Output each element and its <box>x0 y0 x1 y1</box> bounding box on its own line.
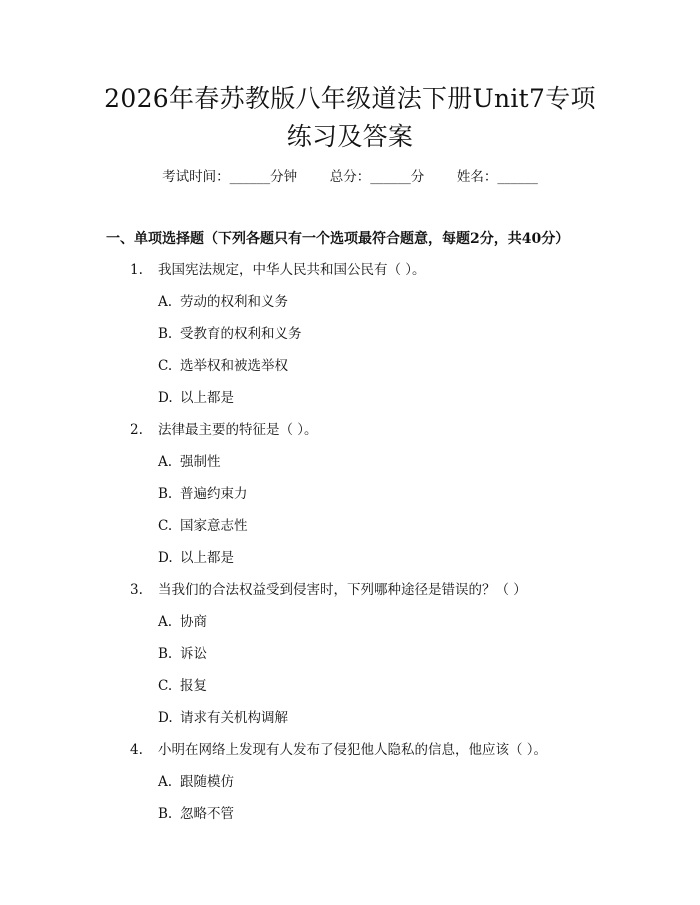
option-letter: B. <box>158 806 173 822</box>
option-item <box>158 452 221 472</box>
option-item <box>158 324 302 344</box>
option-letter: D. <box>158 550 173 566</box>
option-text: 跟随模仿 <box>180 774 234 790</box>
option-item <box>158 772 234 792</box>
option-letter: B. <box>158 326 173 342</box>
option-letter: A. <box>158 294 173 310</box>
option-letter: D. <box>158 390 173 406</box>
option-text: 以上都是 <box>180 550 234 566</box>
total-score-label: 总分：______分 <box>329 169 425 185</box>
question-1 <box>130 260 426 280</box>
option-text: 国家意志性 <box>180 518 248 534</box>
option-item <box>158 516 248 536</box>
question-number: 1. <box>130 262 143 278</box>
exam-time-label: 考试时间：______分钟 <box>162 169 298 185</box>
option-item <box>158 356 288 376</box>
option-text: 协商 <box>180 614 207 630</box>
option-letter: A. <box>158 614 173 630</box>
option-item <box>158 548 234 568</box>
option-letter: A. <box>158 774 173 790</box>
section-heading: 一、单项选择题（下列各题只有一个选项最符合题意，每题2分，共40分） <box>106 231 570 247</box>
option-text: 报复 <box>180 678 207 694</box>
option-item <box>158 292 288 312</box>
option-letter: C. <box>158 518 173 534</box>
question-text: 我国宪法规定，中华人民共和国公民有（ ）。 <box>158 262 426 278</box>
question-2 <box>130 420 318 440</box>
option-item <box>158 644 207 664</box>
option-letter: B. <box>158 486 173 502</box>
option-item <box>158 708 288 728</box>
option-text: 强制性 <box>180 454 221 470</box>
document-title-line1: 2026年春苏教版八年级道法下册Unit7专项 <box>104 84 596 113</box>
option-text: 选举权和被选举权 <box>180 358 288 374</box>
option-text: 请求有关机构调解 <box>180 710 288 726</box>
option-letter: D. <box>158 710 173 726</box>
question-3 <box>130 580 527 600</box>
question-text: 当我们的合法权益受到侵害时，下列哪种途径是错误的？（ ） <box>158 582 527 598</box>
option-text: 诉讼 <box>180 646 207 662</box>
option-letter: B. <box>158 646 173 662</box>
option-item <box>158 804 234 824</box>
option-item <box>158 612 207 632</box>
option-letter: C. <box>158 358 173 374</box>
name-label: 姓名：______ <box>456 169 538 185</box>
option-item <box>158 676 207 696</box>
exam-meta <box>0 167 700 187</box>
question-4 <box>130 740 547 760</box>
option-text: 以上都是 <box>180 390 234 406</box>
option-letter: C. <box>158 678 173 694</box>
question-number: 3. <box>130 582 143 598</box>
option-letter: A. <box>158 454 173 470</box>
option-text: 劳动的权利和义务 <box>180 294 288 310</box>
document-title-line2: 练习及答案 <box>286 122 414 151</box>
question-number: 2. <box>130 422 143 438</box>
option-text: 受教育的权利和义务 <box>180 326 302 342</box>
question-number: 4. <box>130 742 143 758</box>
option-text: 普遍约束力 <box>180 486 248 502</box>
option-item <box>158 388 234 408</box>
question-text: 法律最主要的特征是（ ）。 <box>158 422 318 438</box>
question-text: 小明在网络上发现有人发布了侵犯他人隐私的信息，他应该（ ）。 <box>158 742 548 758</box>
option-text: 忽略不管 <box>180 806 234 822</box>
option-item <box>158 484 248 504</box>
